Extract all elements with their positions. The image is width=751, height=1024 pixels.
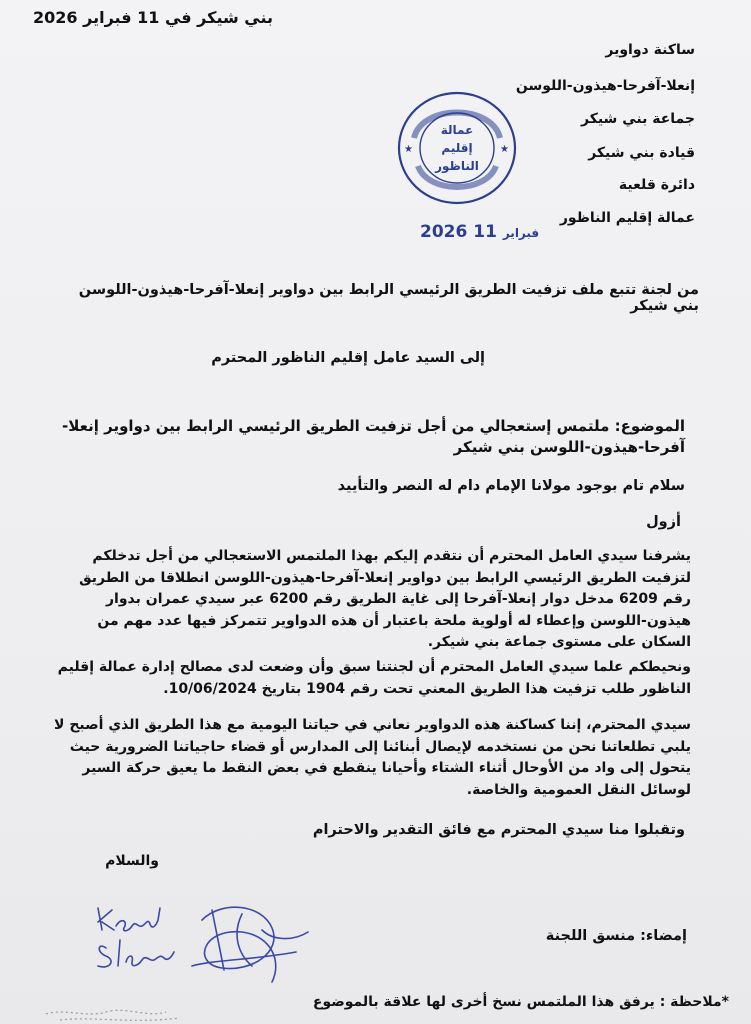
address-line-1: ساكنة دواوير [605, 42, 695, 58]
salutation: سلام تام بوجود مولانا الإمام دام له النصر والتأييد [337, 478, 685, 494]
stamp-line-2: إقليم [441, 141, 473, 155]
address-line-4: قيادة بني شيكر [588, 145, 695, 161]
subject-text: ملتمس إستعجالي من أجل تزفيت الطريق الرئيسي الرابط بين دواوير إنعلا-آفرحا-هيذون-اللوسن بني شيكر [62, 417, 685, 456]
official-stamp [396, 90, 518, 206]
letter-date: بني شيكر في 11 فبراير 2026 [33, 8, 273, 27]
stamp-star-right-icon: ★ [500, 144, 509, 155]
paragraph-1: يشرفنا سيدي العامل المحترم أن نتقدم إليكم بهذا الملتمس الاستعجالي من أجل تدخلكم لتزفيت الطريق الرئيسي الرابط بين دواوير إنعلا-آفرحا-هيذون-اللوسن انطلاقا من الطريق رقم 6209 مدخل دوار إنعلا-آفرحا إلى غاية الطريق رقم 6200 عبر سيدي عمران بدوار هيذون-اللوسن وإعطاء له أولوية ملحة باعتبار أن هذه الدواوير تتمركز فيها عدد مهم من السكان على مستوى جماعة بني شيكر. [79, 548, 691, 650]
stamp-line-1: عمالة [440, 123, 474, 137]
address-line-6: عمالة إقليم الناظور [559, 210, 695, 226]
received-date-stamp [420, 222, 539, 242]
subject-label: الموضوع: [614, 417, 685, 435]
paragraph-3: سيدي المحترم، إننا كساكنة هذه الدواوير نعاني في حياتنا اليومية مع هذا الطريق الذي أصبح لا يلبي تطلعاتنا نحن من نستخدمه لإيصال أبنائنا إلى المدارس أو قضاء حاجياتنا الضرورية حيث يتحول إلى واد من الأوحال أثناء الشتاء وأحيانا ينقطع في بعض النقط ما يعيق حركة السير لوسائل النقل العمومية والخاصة. [54, 717, 691, 798]
wassalam: والسلام [105, 853, 159, 869]
recipient-line: إلى السيد عامل إقليم الناظور المحترم [211, 350, 485, 366]
date-stamp-day: 11 [473, 222, 497, 242]
stamp-line-3: الناظور [435, 159, 479, 173]
closing-line: وتقبلوا منا سيدي المحترم مع فائق التقدير والاحترام [312, 822, 685, 838]
paragraph-2: ونحيطكم علما سيدي العامل المحترم أن لجنتنا سبق وأن وضعت لدى مصالح إدارة عمالة إقليم الناظور طلب تزفيت هذا الطريق المعني تحت رقم 1904 بتاريخ 10/06/2024. [57, 659, 691, 697]
stamp-star-left-icon: ★ [404, 144, 413, 155]
address-line-5: دائرة قلعية [618, 177, 695, 193]
date-stamp-year: 2026 [420, 222, 468, 242]
handwritten-signature [92, 900, 312, 986]
subject-block [56, 416, 685, 458]
attachment-note: *ملاحظة : يرفق هذا الملتمس نسخ أخرى لها علاقة بالموضوع [312, 994, 729, 1010]
address-line-3: جماعة بني شيكر [580, 111, 695, 127]
sender-line: من لجنة تتبع ملف تزفيت الطريق الرئيسي الرابط بين دواوير إنعلا-آفرحا-هيذون-اللوسن بني شيكر [78, 282, 699, 314]
signature-label: إمضاء: منسق اللجنة [545, 928, 687, 944]
date-stamp-month: فبراير [502, 226, 540, 240]
address-line-2: إنعلا-آفرحا-هيذون-اللوسن [515, 78, 695, 94]
azul-greeting: أزول [646, 514, 681, 530]
